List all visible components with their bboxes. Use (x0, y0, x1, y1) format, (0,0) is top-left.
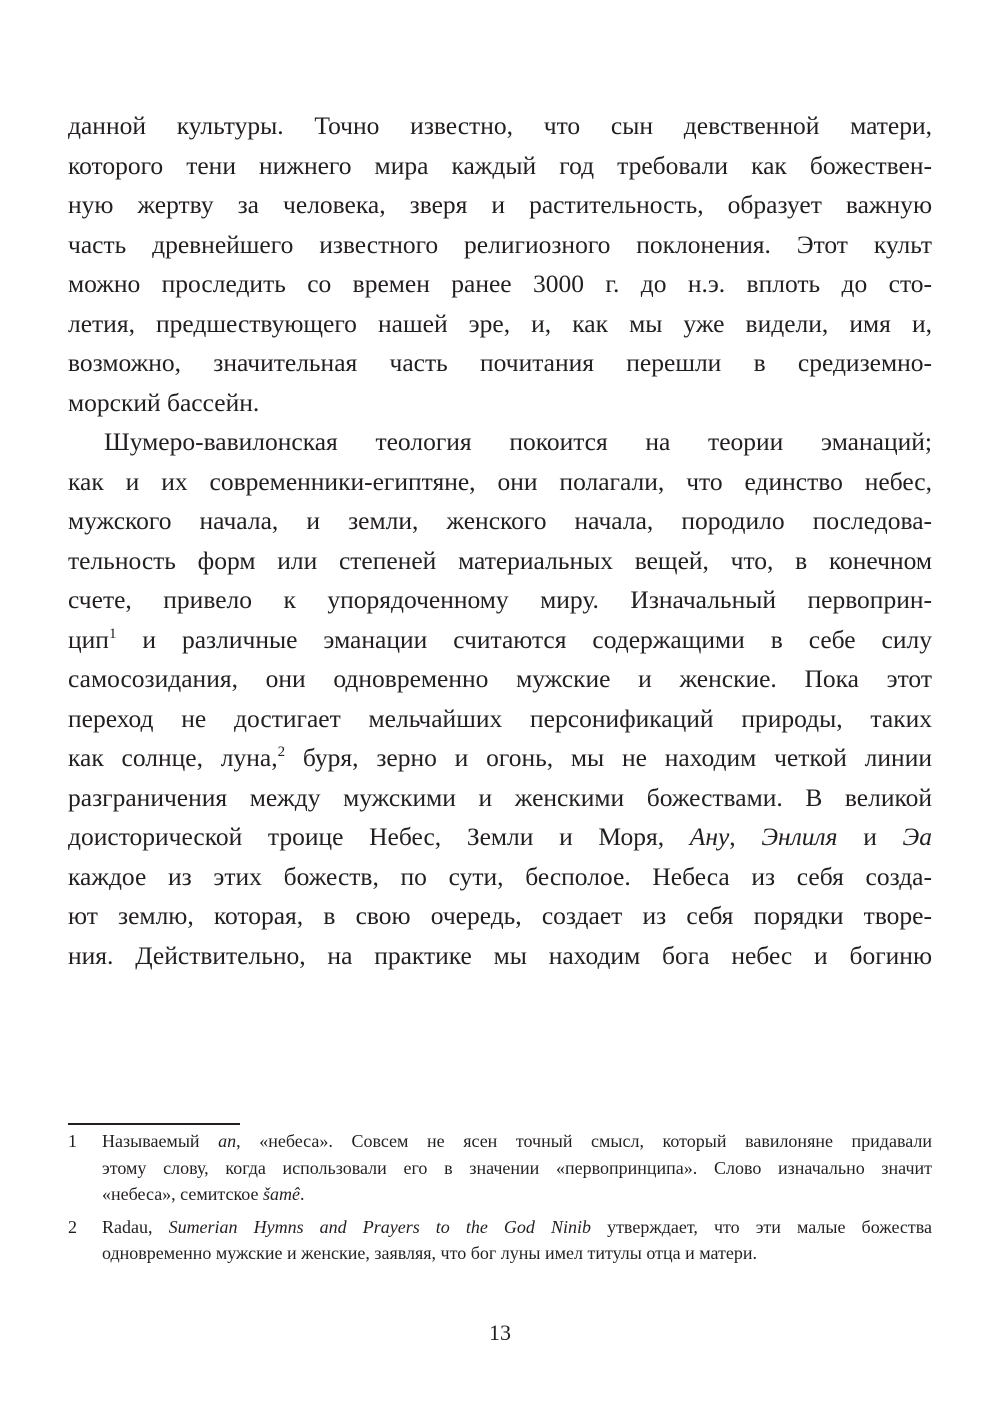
text-line: летия, предшествующего нашей эре, и, как мы уже видели, имя и, (68, 308, 932, 338)
text-line: каждое из этих божеств, по сути, бесполое. Небеса из себя созда- (68, 861, 932, 891)
text-fragment: цип (68, 624, 109, 654)
book-title: Sumerian Hymns and Prayers to the God Ninib (168, 1216, 591, 1237)
term-an: an (218, 1131, 237, 1151)
text-fragment: «небеса», семитское (102, 1184, 264, 1204)
footnote-line (102, 1181, 932, 1208)
text-line: ния. Действительно, на практике мы находим бога небес и богиню (68, 940, 932, 970)
text-line (68, 817, 932, 857)
text-fragment: , «небеса». Совсем не ясен точный смысл, который вавилоняне придавали (236, 1131, 932, 1151)
text-line: можно проследить со времен ранее 3000 г. до н.э. вплоть до сто- (68, 269, 932, 298)
footnote-line: одновременно мужские и женские, заявляя, что бог луны имел титулы отца и матери. (102, 1243, 758, 1263)
text-line: тельность форм или степеней материальных вещей, что, в конечном (68, 545, 932, 575)
text-line: разграничения между мужскими и женскими божествами. В великой (68, 782, 932, 812)
term-same: šamê (263, 1184, 301, 1204)
deity-name-enlil: Энлиля (761, 822, 838, 851)
text-line: как и их современники-египтяне, они полагали, что единство небес, (68, 466, 932, 496)
footnote-ref-2[interactable]: 2 (277, 744, 286, 760)
text-line (68, 620, 932, 660)
text-line: возможно, значительная часть почитания перешли в средиземно- (68, 348, 932, 377)
deity-name-anu: Ану (689, 822, 730, 851)
text-line: часть древнейшего известного религиозного поклонения. Этот культ (68, 229, 932, 259)
text-fragment: и различные эманации считаются содержащими в себе силу (116, 624, 932, 654)
text-fragment: и (837, 822, 903, 851)
text-fragment: , (729, 822, 762, 851)
text-fragment: утверждает, что эти малые божества (591, 1216, 932, 1237)
footnote-number: 1 (68, 1131, 77, 1151)
text-line: самосозидания, они одновременно мужские и женские. Пока этот (68, 664, 932, 693)
text-fragment: доисторической троице Небес, Земли и Моря, (68, 822, 690, 851)
deity-name-ea: Эа (902, 822, 932, 851)
footnotes (68, 1128, 932, 1273)
text-line (68, 738, 932, 778)
text-line: мужского начала, и земли, женского начала, породило последова- (68, 506, 932, 535)
text-line: Шумеро-вавилонская теология покоится на теории эманаций; (104, 427, 932, 456)
footnote-2 (68, 1214, 932, 1267)
footnote-line (102, 1128, 932, 1155)
footnote-line (102, 1214, 932, 1241)
text-line: ную жертву за человека, зверя и растительность, образует важную (68, 190, 932, 219)
text-line: данной культуры. Точно известно, что сын девственной матери, (68, 111, 932, 140)
footnote-1 (68, 1128, 932, 1208)
footnote-ref-1[interactable]: 1 (108, 625, 117, 642)
text-fragment: как солнце, луна, (68, 743, 278, 772)
footnote-divider (68, 1123, 240, 1125)
text-fragment: Radau, (102, 1216, 169, 1237)
text-line: которого тени нижнего мира каждый год требовали как божествен- (68, 150, 932, 180)
footnote-line: этому слову, когда использовали его в значении «первопринципа». Слово изначально значит (102, 1157, 932, 1178)
page-number: 13 (489, 1320, 511, 1345)
text-fragment: Называемый (102, 1131, 219, 1151)
main-text (68, 106, 932, 975)
text-fragment: . (300, 1184, 305, 1204)
text-line: переход не достигает мельчайших персонификаций природы, таких (68, 703, 932, 733)
text-line: счете, привело к упорядоченному миру. Изначальный первоприн- (68, 585, 932, 614)
text-line: ют землю, которая, в свою очередь, создает из себя порядки творе- (68, 901, 932, 930)
text-fragment: буря, зерно и огонь, мы не находим четкой линии (285, 743, 932, 772)
text-line: морский бассейн. (68, 387, 260, 417)
footnote-number: 2 (68, 1216, 77, 1237)
